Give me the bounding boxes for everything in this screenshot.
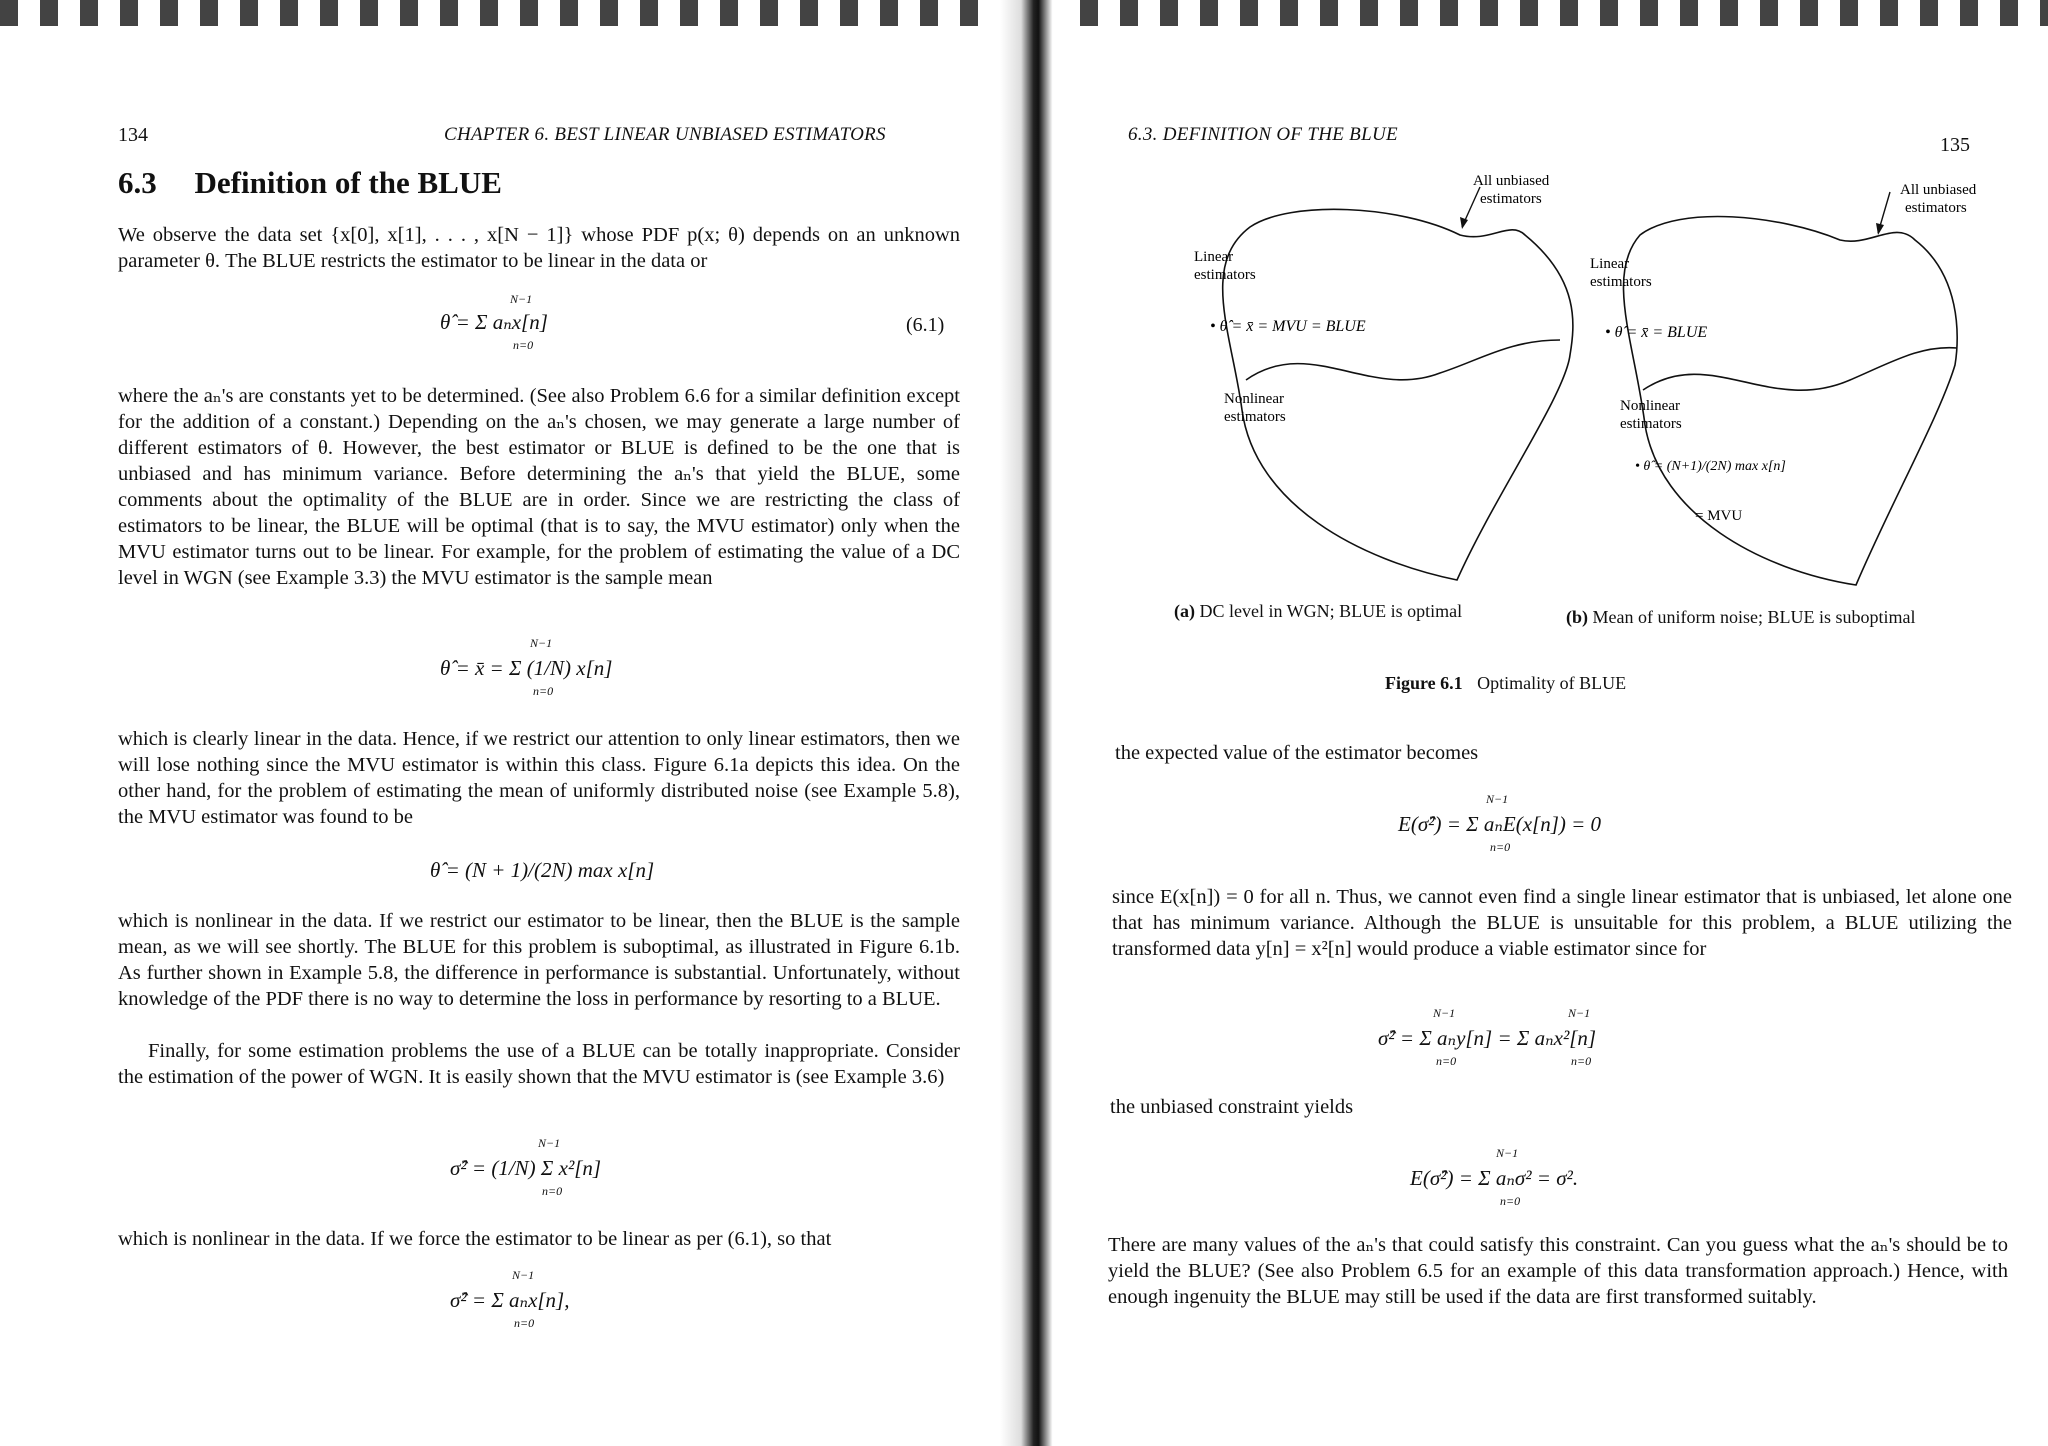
all-unbiased-label: estimators [1905,200,1967,216]
equation-text: σ̂² = Σ aₙx[n], [450,1288,570,1312]
paragraph: We observe the data set {x[0], x[1], . . . , x[N − 1]} whose PDF p(x; θ) depends on an unknown parameter θ. The BLUE restricts the estimator to be linear in the data or [118,224,960,272]
running-header: CHAPTER 6. BEST LINEAR UNBIASED ESTIMATORS [444,124,886,145]
all-unbiased-label: estimators [1480,191,1542,207]
linear-label: Linear [1194,249,1234,265]
sum-upper-limit: N−1 [1568,1006,1591,1020]
figure-label: Figure 6.1 [1385,673,1463,693]
nonlinear-label: Nonlinear [1224,391,1284,407]
sum-upper-limit: N−1 [538,1136,561,1150]
figure-title: Optimality of BLUE [1477,673,1627,693]
equation-expectation [1398,790,1718,860]
equation-linear-power [450,1266,670,1336]
arrowhead-b [1876,223,1884,235]
sum-upper-limit: N−1 [512,1268,535,1282]
sum-lower-limit: n=0 [513,338,534,352]
equation-text: θ̂ = Σ aₙx[n] [440,310,548,334]
subcaption-text: DC level in WGN; BLUE is optimal [1199,601,1463,621]
left-page [0,0,1010,1446]
all-unbiased-label: All unbiased [1900,182,1977,198]
equation-sample-mean [440,630,700,700]
mvu-label: = MVU [1695,508,1743,524]
equation-transformed [1378,1004,1738,1074]
equation-unbiased-constraint [1410,1144,1690,1214]
equation-number: (6.1) [906,314,945,336]
arrowhead-a [1460,217,1468,229]
paragraph: the unbiased constraint yields [1110,1096,1354,1118]
page-number: 134 [118,124,148,146]
nonlinear-label: estimators [1224,409,1286,425]
blue-point-label: • θ̂ = x̄ = MVU = BLUE [1210,318,1366,335]
linear-boundary-b [1643,348,1957,391]
sum-lower-limit: n=0 [1436,1054,1457,1068]
linear-label: estimators [1194,267,1256,283]
section-heading [118,165,502,201]
linear-label: Linear [1590,256,1630,272]
figure-panel-a [1194,173,1573,580]
nonlinear-label: Nonlinear [1620,398,1680,414]
equation-text: σ̂² = Σ aₙy[n] = Σ aₙx²[n] [1378,1026,1597,1050]
sum-upper-limit: N−1 [1433,1006,1456,1020]
section-title: Definition of the BLUE [194,165,502,200]
sum-upper-limit: N−1 [1496,1146,1519,1160]
figure-6-1 [1160,165,2020,595]
equation-mvu-uniform: θ̂ = (N + 1)/(2N) max x[n] [430,858,655,882]
equation-text: θ̂ = x̄ = Σ (1/N) x[n] [440,656,613,680]
section-number: 6.3 [118,165,157,200]
paragraph: Finally, for some estimation problems the use of a BLUE can be totally inappropriate. Consider the estimation of the power of WGN. It is easily shown that the MVU estimator is (see Example 3.6) [118,1040,960,1088]
paragraph: which is clearly linear in the data. Hence, if we restrict our attention to only linear estimators, then we will lose nothing since the MVU estimator is within this class. Figure 6.1a depicts this idea. On the other hand, for the problem of estimating the mean of uniformly distributed noise (see Example 5.8), the MVU estimator was found to be [118,728,960,828]
subcaption-text: Mean of uniform noise; BLUE is suboptimal [1592,607,1916,627]
subcaption-label: (a) [1174,601,1195,621]
sum-lower-limit: n=0 [1490,840,1511,854]
paragraph: the expected value of the estimator becomes [1115,742,1479,764]
subcaption-a [1174,600,1514,622]
running-header: 6.3. DEFINITION OF THE BLUE [1128,124,1398,145]
figure-caption [1385,672,1626,694]
equation-text: σ̂² = (1/N) Σ x²[n] [450,1156,602,1180]
sum-lower-limit: n=0 [542,1184,563,1198]
sum-lower-limit: n=0 [1571,1054,1592,1068]
right-page [1060,0,2048,1446]
all-unbiased-label: All unbiased [1473,173,1550,189]
blue-point-label: • θ̂ = x̄ = BLUE [1605,324,1708,341]
paragraph: since E(x[n]) = 0 for all n. Thus, we cannot even find a single linear estimator that is unbiased, let alone one that has minimum variance. Although the BLUE is unsuitable for this problem, a BLUE utilizing the transformed data y[n] = x²[n] would produce a viable estimator since for [1112,886,2012,960]
paragraph: which is nonlinear in the data. If we force the estimator to be linear as per (6.1), so that [118,1228,832,1250]
equation-text: E(σ̂²) = Σ aₙσ² = σ². [1410,1166,1579,1190]
page-number: 135 [1940,134,1970,156]
paragraph: where the aₙ's are constants yet to be determined. (See also Problem 6.6 for a similar definition except for the addition of a constant.) Depending on the aₙ's chosen, we may generate a large number of different estimators of θ. However, the best estimator or BLUE is defined to be the one that is unbiased and has minimum variance. Before determining the aₙ's that yield the BLUE, some comments about the optimality of the BLUE are in order. Since we are restricting the class of estimators to be linear, the BLUE will be optimal (that is to say, the MVU estimator) only when the MVU estimator turns out to be linear. For example, for the problem of estimating the value of a DC level in WGN (see Example 3.3) the MVU estimator is the sample mean [118,385,960,589]
sum-lower-limit: n=0 [1500,1194,1521,1208]
nonlinear-label: estimators [1620,416,1682,432]
subcaption-label: (b) [1566,607,1588,627]
sum-lower-limit: n=0 [533,684,554,698]
linear-boundary-a [1246,340,1560,380]
sum-upper-limit: N−1 [1486,792,1509,806]
paragraph: which is nonlinear in the data. If we restrict our estimator to be linear, then the BLUE is the sample mean, as we will see shortly. The BLUE for this problem is suboptimal, as illustrated in Figure 6.1b. As further shown in Example 5.8, the difference in performance is substantial. Unfortunately, without knowledge of the PDF there is no way to determine the loss in performance by resorting to a BLUE. [118,910,960,1010]
subcaption-b [1566,606,1926,628]
sum-upper-limit: N−1 [530,636,553,650]
figure-panel-b [1590,182,1977,585]
equation-6-1 [440,290,640,360]
sum-upper-limit: N−1 [510,292,533,306]
equation-power-estimator [450,1134,670,1204]
equation-text: E(σ̂²) = Σ aₙE(x[n]) = 0 [1398,812,1602,836]
sum-lower-limit: n=0 [514,1316,535,1330]
linear-label: estimators [1590,274,1652,290]
paragraph: There are many values of the aₙ's that could satisfy this constraint. Can you guess what the aₙ's should be to yield the BLUE? (See also Problem 6.5 for an example of this data transformation approach.) Hence, with enough ingenuity the BLUE may still be used if the data are first transformed suitably. [1108,1234,2008,1308]
mvu-point-label: • θ̂ = (N+1)/(2N) max x[n] [1635,459,1786,474]
